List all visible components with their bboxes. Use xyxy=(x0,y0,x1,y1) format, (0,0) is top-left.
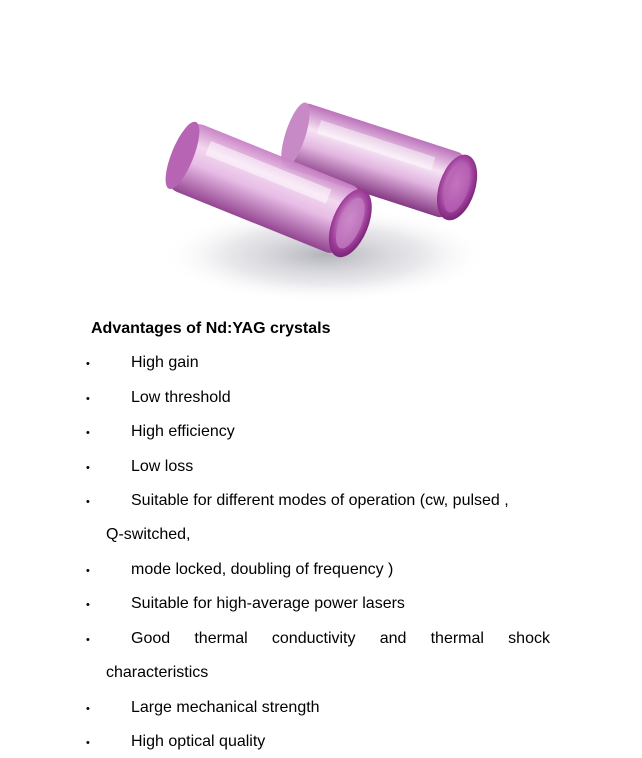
list-item: High efficiency xyxy=(131,423,235,440)
list-item: High optical quality xyxy=(131,733,266,750)
crystal-rods-image xyxy=(160,55,490,305)
list-item: mode locked, doubling of frequency ) xyxy=(131,561,394,578)
list-item: Low loss xyxy=(131,458,194,475)
bullet-marker xyxy=(86,456,90,479)
list-item-continuation: characteristics xyxy=(106,664,209,681)
bullet-marker xyxy=(86,387,90,410)
bullet-marker xyxy=(86,421,90,444)
list-item: Low threshold xyxy=(131,389,231,406)
bullet-marker xyxy=(86,352,90,375)
bullet-marker xyxy=(86,697,90,720)
bullet-marker xyxy=(86,628,90,651)
list-item: High gain xyxy=(131,354,199,371)
list-item: Good thermal conductivity and thermal shock xyxy=(131,630,550,647)
nd-yag-crystal-rods-image xyxy=(160,55,490,305)
section-heading: Advantages of Nd:YAG crystals xyxy=(91,320,331,337)
bullet-marker xyxy=(86,490,90,513)
bullet-marker xyxy=(86,731,90,754)
list-item: Suitable for different modes of operation (cw, pulsed , xyxy=(131,492,509,509)
list-item: Large mechanical strength xyxy=(131,699,320,716)
bullet-marker xyxy=(86,593,90,616)
bullet-marker xyxy=(86,559,90,582)
list-item-continuation: Q-switched, xyxy=(106,526,191,543)
list-item: Suitable for high-average power lasers xyxy=(131,595,405,612)
